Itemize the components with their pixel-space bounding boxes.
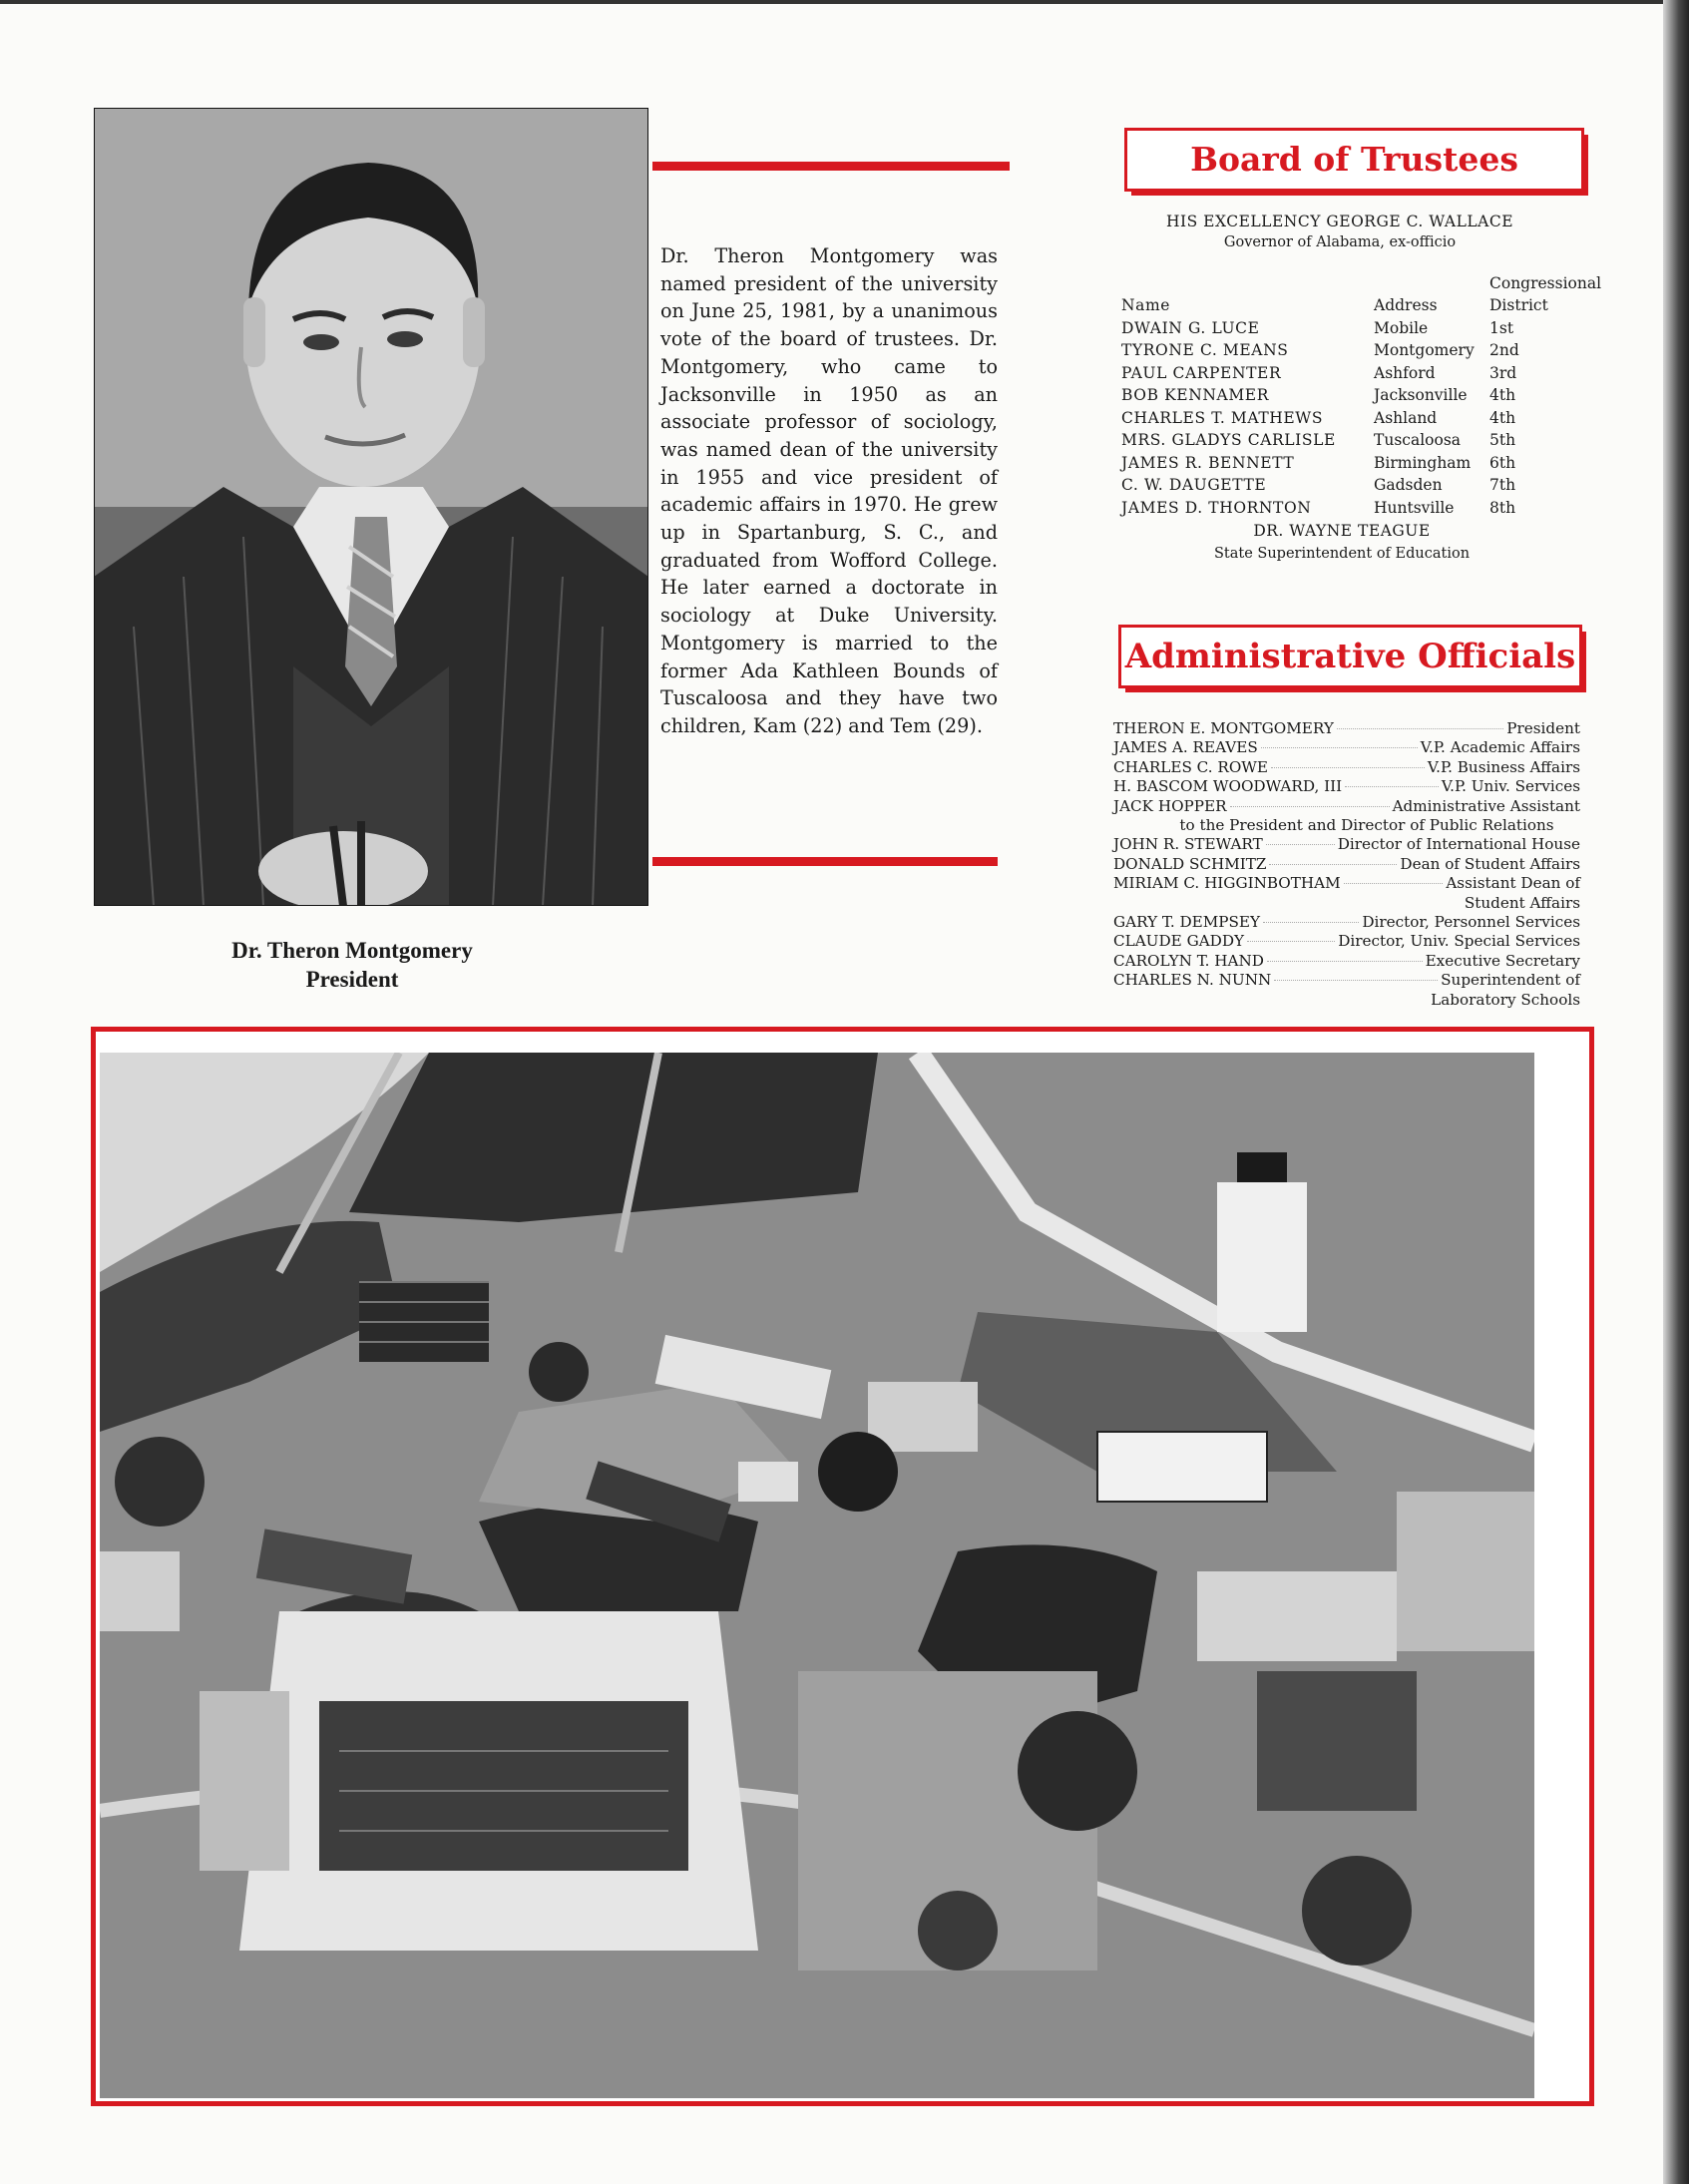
official-title-continued: Student Affairs [1464, 893, 1580, 912]
officials-list [1113, 719, 1580, 1010]
official-row [1113, 971, 1580, 990]
leader-dots [1267, 961, 1423, 962]
header-address: Address [1374, 296, 1438, 314]
trustee-address: Montgomery [1374, 341, 1475, 359]
official-title: Dean of Student Affairs [1400, 854, 1580, 873]
trustee-row [1121, 449, 1601, 472]
official-title: Executive Secretary [1425, 951, 1580, 970]
trustee-district: 4th [1489, 408, 1516, 427]
header-name: Name [1121, 296, 1171, 314]
trustee-address: Huntsville [1374, 498, 1455, 517]
official-title: V.P. Univ. Services [1441, 777, 1580, 796]
leader-dots [1271, 767, 1425, 768]
trustee-name: DWAIN G. LUCE [1121, 318, 1260, 337]
page-binding-edge [1663, 0, 1689, 2184]
president-portrait [94, 108, 648, 906]
trustee-name: MRS. GLADYS CARLISLE [1121, 431, 1336, 449]
trustee-address: Ashland [1374, 408, 1438, 427]
official-row [1113, 855, 1580, 874]
official-title: Director, Univ. Special Services [1338, 932, 1580, 951]
official-title-continued: to the President and Director of Public Relations [1179, 816, 1554, 835]
trustee-row [1121, 337, 1601, 360]
trustee-district: 4th [1489, 386, 1516, 404]
official-name: THERON E. MONTGOMERY [1113, 719, 1334, 737]
official-title: Director of International House [1337, 835, 1580, 854]
trustee-district: 6th [1489, 453, 1516, 472]
official-title: V.P. Academic Affairs [1420, 738, 1580, 757]
leader-dots [1263, 922, 1359, 923]
official-title: Superintendent of [1441, 971, 1580, 990]
superintendent-role: State Superintendent of Education [1213, 546, 1471, 562]
official-row [1113, 913, 1580, 932]
official-row [1113, 932, 1580, 951]
official-title: Assistant Dean of [1446, 874, 1580, 893]
trustee-district: 1st [1489, 318, 1514, 337]
trustee-row [1121, 404, 1601, 427]
official-row [1113, 777, 1580, 796]
aerial-photo-illustration [100, 1053, 1534, 2098]
trustee-name: JAMES R. BENNETT [1121, 453, 1295, 472]
official-title: V.P. Business Affairs [1427, 757, 1580, 776]
board-of-trustees-heading: Board of Trustees [1124, 128, 1584, 192]
trustees-header-row [1121, 269, 1601, 292]
leader-dots [1269, 864, 1397, 865]
trustee-address: Jacksonville [1374, 386, 1468, 404]
official-title: Administrative Assistant [1392, 796, 1580, 815]
trustee-name: JAMES D. THORNTON [1121, 498, 1312, 517]
trustees-table [1121, 269, 1601, 517]
superintendent-name: DR. WAYNE TEAGUE [1253, 522, 1431, 540]
caption-name: Dr. Theron Montgomery [231, 938, 473, 963]
official-name: CAROLYN T. HAND [1113, 951, 1264, 970]
leader-dots [1266, 844, 1335, 845]
trustee-row [1121, 472, 1601, 495]
governor-role: Governor of Alabama, ex-officio [1223, 234, 1457, 250]
trustee-district: 8th [1489, 498, 1516, 517]
trustee-name: PAUL CARPENTER [1121, 363, 1282, 382]
page-top-edge [0, 0, 1689, 4]
official-row [1113, 738, 1580, 757]
official-name: DONALD SCHMITZ [1113, 854, 1267, 873]
trustee-address: Mobile [1374, 318, 1429, 337]
bio-bottom-rule [652, 857, 998, 866]
official-row [1113, 797, 1580, 816]
trustee-name: BOB KENNAMER [1121, 386, 1269, 404]
trustee-row [1121, 382, 1601, 405]
official-title: President [1506, 719, 1580, 737]
leader-dots [1230, 806, 1390, 807]
official-name: MIRIAM C. HIGGINBOTHAM [1113, 874, 1341, 893]
leader-dots [1247, 941, 1335, 942]
caption-title: President [305, 967, 399, 992]
trustee-district: 2nd [1489, 341, 1519, 359]
official-name: CHARLES C. ROWE [1113, 757, 1268, 776]
trustees-header-row-2 [1121, 292, 1601, 315]
bio-top-rule [652, 162, 1010, 171]
official-title-continued: Laboratory Schools [1431, 990, 1580, 1009]
trustee-address: Ashford [1374, 363, 1436, 382]
official-row [1113, 758, 1580, 777]
official-row [1113, 719, 1580, 738]
trustee-row [1121, 494, 1601, 517]
portrait-caption [150, 936, 555, 994]
official-row [1113, 874, 1580, 893]
official-title: Director, Personnel Services [1362, 913, 1580, 932]
trustee-name: CHARLES T. MATHEWS [1121, 408, 1324, 427]
trustee-district: 7th [1489, 476, 1516, 494]
trustee-address: Gadsden [1374, 476, 1443, 494]
official-name: JOHN R. STEWART [1113, 835, 1263, 854]
governor-name: HIS EXCELLENCY GEORGE C. WALLACE [1165, 213, 1514, 230]
portrait-illustration [94, 108, 648, 906]
trustee-row [1121, 359, 1601, 382]
trustee-address: Tuscaloosa [1374, 431, 1462, 449]
official-name: JACK HOPPER [1113, 796, 1227, 815]
official-name: CHARLES N. NUNN [1113, 971, 1272, 990]
leader-dots [1345, 786, 1439, 787]
president-biography: Dr. Theron Montgomery was named president of the university on June 25, 1981, by a unanimous vote of the board of trustees. Dr. Montgomery, who came to Jacksonville in 1950 as an associate professor of sociology, was named dean of the university in 1955 and vice president of academic affairs in 1970. He grew up in Spartanburg, S. C., and graduated from Wofford College. He later earned a doctorate in sociology at Duke University. Montgomery is married to the former Ada Kathleen Bounds of Tuscaloosa and they have two children, Kam (22) and Tem (29). [660, 244, 998, 737]
trustee-row [1121, 314, 1601, 337]
leader-dots [1337, 728, 1503, 729]
trustee-row [1121, 427, 1601, 450]
official-row [1113, 835, 1580, 854]
aerial-campus-photo [100, 1053, 1534, 2098]
trustee-district: 5th [1489, 431, 1516, 449]
trustee-district: 3rd [1489, 363, 1517, 382]
administrative-officials-heading: Administrative Officials [1118, 625, 1582, 688]
trustee-name: C. W. DAUGETTE [1121, 476, 1267, 494]
official-name: GARY T. DEMPSEY [1113, 913, 1261, 932]
header-district-line1: Congressional [1489, 273, 1602, 292]
official-name: CLAUDE GADDY [1113, 932, 1245, 951]
trustee-name: TYRONE C. MEANS [1121, 341, 1289, 359]
leader-dots [1344, 883, 1444, 884]
official-row [1113, 952, 1580, 971]
leader-dots [1274, 980, 1438, 981]
header-district-line2: District [1489, 296, 1548, 314]
official-name: H. BASCOM WOODWARD, III [1113, 777, 1343, 796]
official-name: JAMES A. REAVES [1113, 738, 1258, 757]
trustee-address: Birmingham [1374, 453, 1472, 472]
leader-dots [1261, 747, 1418, 748]
